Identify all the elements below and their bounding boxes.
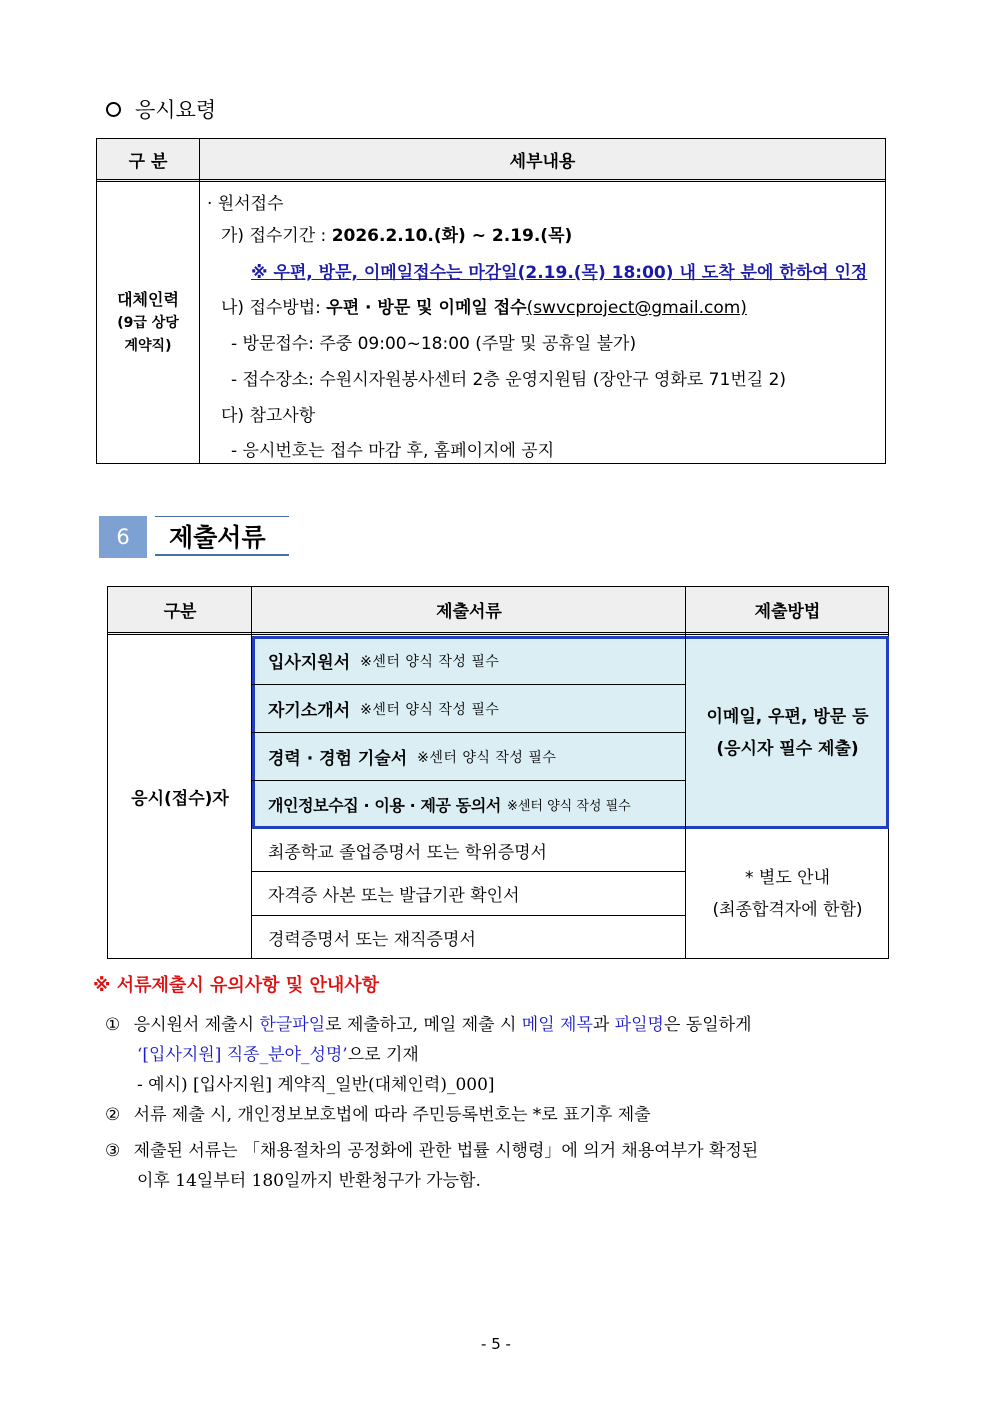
method-line: [221, 293, 747, 318]
doc-row-employment: 경력증명서 또는 재직증명서: [268, 930, 476, 950]
note-1-line-2: [137, 1040, 419, 1065]
doc-row-career-statement: [252, 733, 686, 780]
note-highlight: 한글파일: [259, 1015, 326, 1035]
method-label: 나) 접수방법:: [221, 298, 327, 318]
header-category: 구 분: [128, 151, 168, 172]
note-highlight: 메일 제목: [521, 1015, 593, 1035]
note-2-number: ②: [105, 1105, 121, 1125]
doc-row-privacy-consent: [252, 781, 686, 827]
doc-note: ※센터 양식 작성 필수: [360, 701, 500, 718]
apply-section-heading: [106, 94, 216, 124]
note-text: 으로 기재: [347, 1045, 419, 1065]
note-text: 제출된 서류는 「채용절차의 공정화에 관한 법률 시행령」에 의거 채용여부가 확정된: [133, 1141, 759, 1161]
reference-value: - 응시번호는 접수 마감 후, 홈페이지에 공지: [231, 441, 555, 461]
method-line-1: * 별도 안내: [745, 868, 830, 888]
method-line-1: 이메일, 우편, 방문 등: [706, 707, 869, 727]
period-value: 2026.2.10.(화) ~ 2.19.(목): [331, 226, 573, 246]
apply-section-title: 응시요령: [135, 98, 217, 122]
header-details: 세부내용: [509, 151, 576, 172]
notes-title: ※ 서류제출시 유의사항 및 안내사항: [93, 975, 379, 996]
column-divider: [199, 139, 200, 463]
note-highlight: 파일명: [614, 1015, 664, 1035]
method-line-2: (응시자 필수 제출): [716, 739, 859, 759]
page-number: - 5 -: [481, 1335, 511, 1353]
other-method-cell: [686, 829, 889, 959]
note-2: [105, 1100, 651, 1125]
category-sub-1: (9급 상당: [117, 315, 179, 331]
apply-guide-table: [96, 138, 886, 464]
doc-note: ※센터 양식 작성 필수: [417, 749, 557, 766]
doc-row-application: [252, 637, 686, 684]
method-value: 우편 · 방문 및 이메일 접수: [326, 298, 527, 318]
doc-name: 입사지원서: [268, 653, 351, 673]
period-label: 가) 접수기간 :: [221, 226, 332, 246]
doc-row-certificate: 자격증 사본 또는 발급기관 확인서: [268, 886, 520, 906]
note-3-line-2: 이후 14일부터 180일까지 반환청구가 가능함.: [137, 1171, 481, 1191]
doc-name: 개인정보수집 · 이용 · 제공 동의서: [268, 795, 501, 815]
visit-place: - 접수장소: 수원시자원봉사센터 2층 운영지원팀 (장안구 영화로 71번길 2): [231, 370, 787, 390]
header-documents: 제출서류: [436, 602, 502, 622]
category-main: 대체인력: [117, 290, 179, 309]
note-text: 응시원서 제출시: [133, 1015, 260, 1035]
doc-note: ※센터 양식 작성 필수: [360, 653, 500, 670]
note-text: 과: [592, 1015, 615, 1035]
note-text: 로 제출하고, 메일 제출 시: [325, 1015, 522, 1035]
required-method-cell: [686, 639, 889, 827]
reception-label: · 원서접수: [207, 194, 284, 214]
note-text: 은 동일하게: [663, 1015, 752, 1035]
doc-note: ※센터 양식 작성 필수: [506, 798, 631, 814]
doc-row-self-intro: [252, 685, 686, 732]
reference-label: 다) 참고사항: [221, 406, 316, 426]
documents-table: [107, 586, 889, 959]
section-number-badge: 6: [99, 516, 147, 558]
method-line-2: (최종합격자에 한함): [712, 900, 863, 920]
section-title: 제출서류: [155, 516, 289, 556]
doc-row-graduation: 최종학교 졸업증명서 또는 학위증명서: [268, 843, 547, 863]
note-text: 서류 제출 시, 개인정보보호법에 따라 주민등록번호는 *로 표기후 제출: [133, 1105, 651, 1125]
category-sub-2: 계약직): [124, 338, 172, 354]
note-1-example: - 예시) [입사지원] 계약직_일반(대체인력)_000]: [137, 1075, 495, 1095]
email-address: (swvcproject@gmail.com): [526, 298, 747, 318]
note-3-number: ③: [105, 1141, 121, 1161]
category-cell: [97, 182, 199, 463]
note-1-number: ①: [105, 1015, 121, 1035]
note-highlight: ‘[입사지원] 직종_분야_성명’: [137, 1045, 348, 1065]
visit-hours: - 방문접수: 주중 09:00~18:00 (주말 및 공휴일 불가): [231, 334, 637, 354]
note-1-line-1: [105, 1010, 752, 1035]
category-cell: 응시(접수)자: [131, 789, 229, 809]
period-line: [221, 221, 572, 246]
doc-name: 자기소개서: [268, 701, 351, 721]
doc-name: 경력 · 경험 기술서: [268, 749, 408, 769]
circle-bullet-icon: [106, 102, 121, 117]
note-3-line-1: [105, 1136, 758, 1161]
header-category: 구분: [163, 602, 197, 622]
header-method: 제출방법: [754, 602, 821, 622]
deadline-notice: ※ 우편, 방문, 이메일접수는 마감일(2.19.(목) 18:00) 내 도착 분에 한하여 인정: [251, 263, 868, 283]
